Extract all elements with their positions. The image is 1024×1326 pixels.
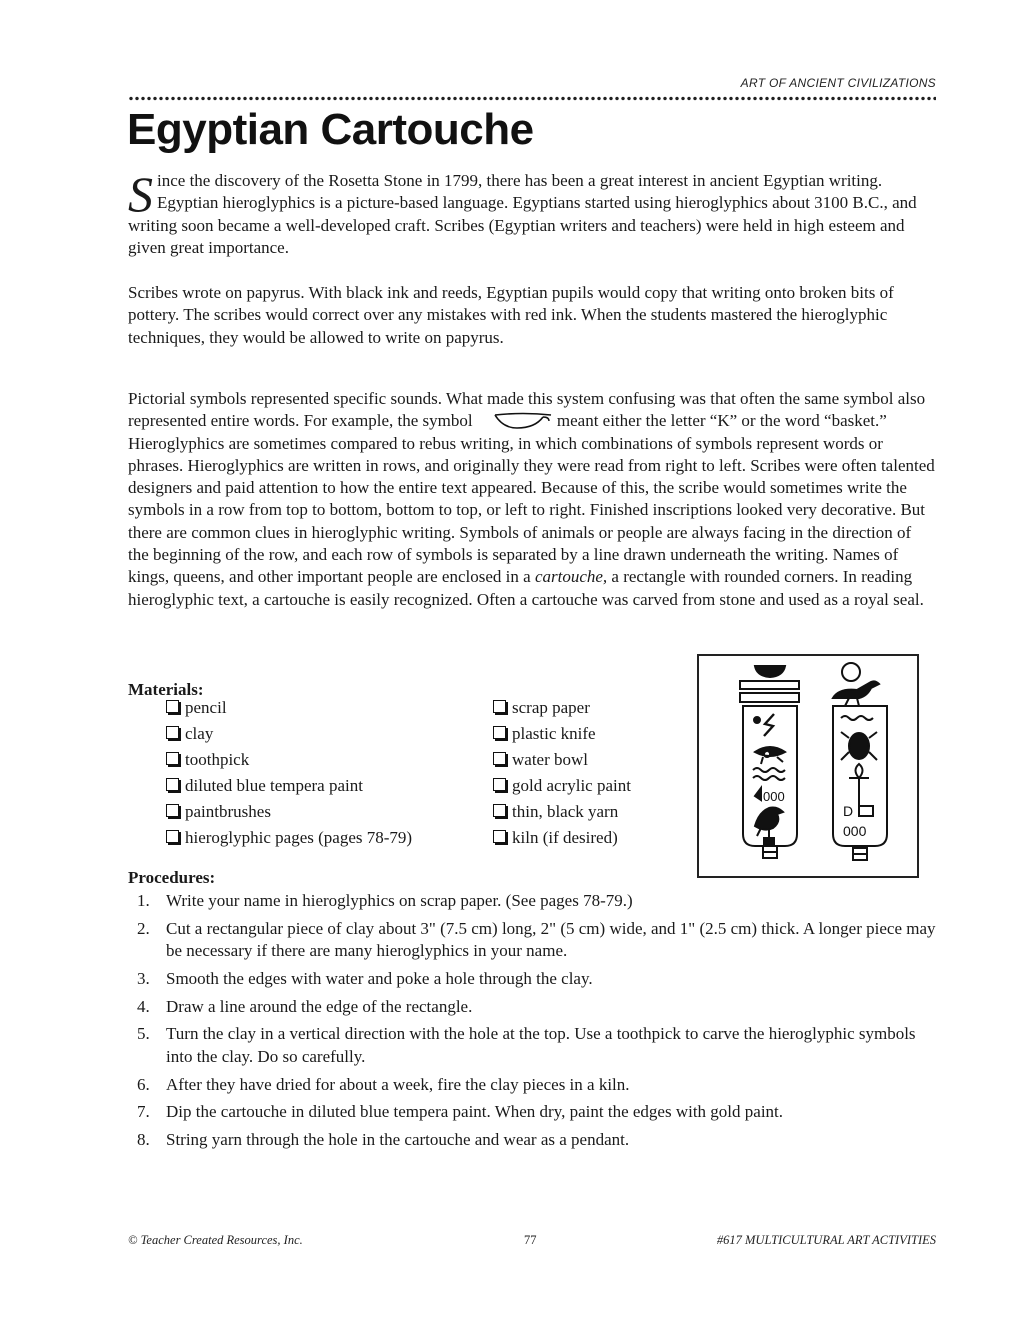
step-number: 4. [137,996,150,1016]
procedure-step [128,1101,936,1123]
step-text: Draw a line around the edge of the rectangle. [166,996,473,1016]
checkbox-icon [166,830,179,843]
reed-glyph-icon [755,788,761,800]
footer-book-title: #617 MULTICULTURAL ART ACTIVITIES [716,1233,936,1247]
drop-cap: S [128,166,153,222]
ankh-icon [849,764,869,806]
material-label: kiln (if desired) [512,828,618,847]
step-text: Dip the cartouche in diluted blue tempera paint. When dry, paint the edges with gold paint. [166,1102,784,1122]
intro-paragraph-1 [128,166,936,259]
material-item [166,801,412,827]
intro-paragraph-3 [128,388,936,611]
procedure-step [128,996,936,1018]
procedure-step [128,1023,936,1068]
material-item [166,749,412,775]
intro-paragraph-1-text: ince the discovery of the Rosetta Stone in 1799, there has been a great interest in ancient Egyptian writing. Egyptian hieroglyphics is a picture-based language. Egyptians started using hieroglyphics about 3100 B.C., and writing soon became a well-developed craft. Scribes (Egyptian writers and teachers) were held in high esteem and given great importance. [128,171,917,257]
right-cartouche [833,663,887,860]
material-label: plastic knife [512,724,596,743]
material-item [166,723,412,749]
material-label: gold acrylic paint [512,776,631,795]
material-label: paintbrushes [185,802,271,821]
svg-text:000: 000 [843,823,867,839]
water-ripple-icon [841,716,873,720]
series-tag: ART OF ANCIENT CIVILIZATIONS [740,76,936,90]
cartouche-illustration [697,654,919,878]
material-item [493,697,631,723]
procedures-heading: Procedures: [128,868,216,887]
material-label: water bowl [512,750,589,769]
checkbox-icon [166,752,179,765]
p3-part-a: Pictorial symbols represented specific sounds. What made this system confusing was that often the same symbol also represented entire words. For example, the symbol [128,389,926,431]
material-item [166,775,412,801]
svg-text:D: D [843,803,854,819]
step-number: 5. [137,1024,150,1044]
step-number: 6. [137,1074,150,1094]
material-label: toothpick [185,750,250,769]
material-label: hieroglyphic pages (pages 78-79) [185,828,413,847]
material-label: clay [185,724,214,743]
step-number: 7. [137,1102,150,1122]
procedure-step [128,918,936,963]
material-label: scrap paper [512,698,590,717]
dotted-rule [128,96,936,101]
material-item [493,827,631,853]
checkbox-icon [166,778,179,791]
procedures-list [128,890,936,1157]
materials-list-left [166,697,412,853]
material-label: pencil [185,698,227,717]
top-bar [740,681,799,689]
scarab-icon [849,733,869,759]
ibis-bird-icon [833,681,879,698]
eye-icon [755,747,785,757]
cartouche-term: cartouche, [534,567,608,587]
intro-paragraph-2: Scribes wrote on papyrus. With black ink and reeds, Egyptian pupils would copy that writing onto broken bits of pottery. The scribes would correct over any mistakes with red ink. When the students mastered the hieroglyphic techniques, they would be allowed to write on papyrus. [128,283,894,347]
material-item [493,723,631,749]
p3-part-c: a rectangle with rounded corners. In reading hieroglyphic text, a cartouche is easily recognized. Often a cartouche was carved from stone and used as a royal seal. [128,567,924,609]
checkbox-icon [166,700,179,713]
checkbox-icon [493,778,506,791]
sun-disk-icon [842,663,860,681]
step-text: After they have dried for about a week, fire the clay pieces in a kiln. [166,1074,630,1094]
procedure-step [128,1129,936,1151]
vulture-bird-icon [755,808,783,830]
footer-copyright: © Teacher Created Resources, Inc. [128,1233,303,1247]
material-label: diluted blue tempera paint [185,776,363,795]
eye-line [761,757,783,764]
step-text: String yarn through the hole in the cartouche and wear as a pendant. [166,1130,630,1150]
step-text: Write your name in hieroglyphics on scrap paper. (See pages 78-79.) [166,891,633,910]
bowl-icon [755,666,785,677]
step-text: Turn the clay in a vertical direction with the hole at the top. Use a toothpick to carve the hieroglyphic symbols into the clay. Do so carefully. [166,1024,916,1066]
page-title: Egyptian Cartouche [127,105,534,154]
material-item [493,775,631,801]
step-number: 3. [137,968,150,988]
zigzag-lightning-icon [764,714,774,736]
material-item [493,801,631,827]
procedure-step [128,1074,936,1096]
step-number: 8. [137,1130,150,1150]
water-ripple-icon [753,768,785,780]
cartouche-drawing [699,656,917,876]
material-item [493,749,631,775]
basket-icon [493,412,553,430]
materials-heading: Materials: [128,680,204,699]
materials-list-right [493,697,631,853]
checkbox-icon [493,752,506,765]
material-item [166,827,412,853]
step-number: 2. [137,918,150,938]
svg-text:000: 000 [763,789,785,804]
left-cartouche [740,666,799,858]
checkbox-icon [493,804,506,817]
bread-loaf-icon [764,838,774,844]
material-label: thin, black yarn [512,802,619,821]
checkbox-icon [166,726,179,739]
p3-part-b-text: meant either the letter “K” or the word “basket.” Hieroglyphics are sometimes compared to rebus writing, in which combinations of symbols represent words or phrases. Hieroglyphics are written in rows, and originally they were read from right to left. Scribes were often talented designers and paid attention to how the entire text appeared. Because of this, the scribe would sometimes write the symbols in a row from top to bottom, bottom to top, or left to right. Finished inscriptions looked very decorative. But there are common clues in hieroglyphic writing. Symbols of animals or people are always facing in the direction of the beginning of the row, and each row of symbols is separated by a line drawn underneath the writing. Names of kings, queens, and other important people are enclosed in a [128,411,935,587]
checkbox-icon [166,804,179,817]
material-item [166,697,412,723]
top-bar [740,693,799,702]
procedure-step [128,968,936,990]
procedure-step [128,890,936,912]
footer-page-number: 77 [524,1233,537,1247]
checkbox-icon [493,830,506,843]
checkbox-icon [493,700,506,713]
step-text: Smooth the edges with water and poke a hole through the clay. [166,968,593,988]
step-text: Cut a rectangular piece of clay about 3" (7.5 cm) long, 2" (5 cm) wide, and 1" (2.5 cm) thick. A longer piece may be necessary if there are many hieroglyphics in your name. [166,918,936,961]
step-number: 1. [137,891,150,910]
checkbox-icon [493,726,506,739]
